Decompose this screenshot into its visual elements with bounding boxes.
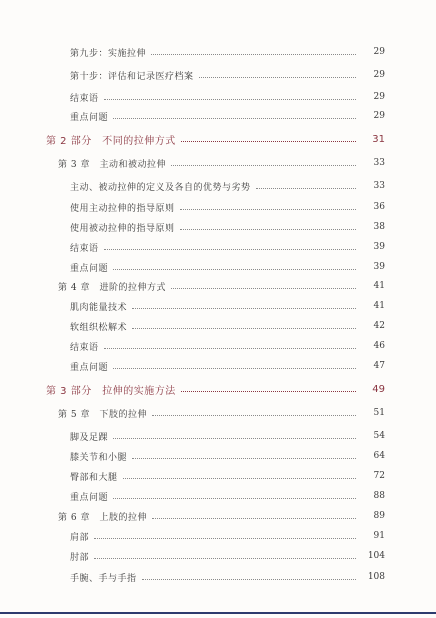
dot-leader [113,367,356,369]
toc-entry [0,278,436,294]
toc-entry-title: 手腕、手与手指 [70,573,137,584]
toc-entry-title: 第 5 章 下肢的拉伸 [58,409,147,420]
dot-leader [180,208,356,210]
toc-entry-page: 47 [373,361,385,371]
toc-entry [0,131,436,147]
toc-entry-title: 第 2 部分 不同的拉伸方式 [46,135,176,147]
toc-entry [0,548,436,564]
toc-entry [0,44,436,60]
toc-entry-page: 108 [367,572,385,582]
toc-entry-title: 肌肉能量技术 [70,302,128,313]
toc-entry-page: 72 [373,471,385,481]
toc-entry-title: 使用主动拉伸的指导原则 [70,203,175,214]
dot-leader [104,98,356,100]
toc-entry-title: 第 6 章 上肢的拉伸 [58,512,147,523]
toc-entry [0,468,436,484]
toc-entry-page: 33 [373,181,385,191]
toc-entry-page: 36 [373,202,385,212]
toc-entry [0,178,436,194]
dot-leader [113,497,356,499]
dot-leader [132,457,356,459]
toc-entry-title: 肩部 [70,532,90,543]
toc-entry-page: 49 [372,383,385,395]
toc-entry-page: 64 [373,451,385,461]
dot-leader [132,327,356,329]
toc-entry [0,318,436,334]
dot-leader [181,390,356,392]
dot-leader [199,76,356,78]
dot-leader [180,228,356,230]
toc-entry [0,155,436,171]
dot-leader [113,437,356,439]
toc-entry-page: 31 [372,133,385,145]
toc-entry [0,428,436,444]
toc-entry-page: 91 [373,531,385,541]
toc-entry-title: 第 4 章 进阶的拉伸方式 [58,282,166,293]
toc-entry-title: 重点问题 [70,362,109,373]
dot-leader [181,140,356,142]
toc-entry [0,569,436,585]
dot-leader [104,347,356,349]
toc-entry-title: 主动、被动拉伸的定义及各自的优势与劣势 [70,182,251,193]
toc-entry-page: 88 [373,491,385,501]
dot-leader [123,477,356,479]
toc-entry-title: 结束语 [70,342,99,353]
toc-entry-title: 第 3 部分 拉伸的实施方法 [46,385,176,397]
toc-entry-page: 33 [373,158,385,168]
dot-leader [142,578,356,580]
toc-entry [0,338,436,354]
bottom-rule [0,612,436,614]
toc-entry-title: 膝关节和小腿 [70,452,128,463]
toc-entry-page: 38 [373,222,385,232]
toc-entry-page: 41 [373,281,385,291]
toc-entry-title: 重点问题 [70,112,109,123]
toc-entry [0,405,436,421]
toc-entry-title: 重点问题 [70,492,109,503]
toc-entry-page: 46 [373,341,385,351]
toc-entry-title: 使用被动拉伸的指导原则 [70,223,175,234]
dot-leader [151,53,356,55]
toc-entry-title: 第九步：实施拉伸 [70,48,147,59]
dot-leader [171,287,356,289]
toc-entry [0,528,436,544]
toc-entry [0,259,436,275]
dot-leader [113,268,356,270]
toc-entry-title: 软组织松解术 [70,322,128,333]
toc-entry-page: 39 [373,262,385,272]
dot-leader [104,248,356,250]
toc-entry-title: 第 3 章 主动和被动拉伸 [58,159,166,170]
toc-entry-page: 42 [373,321,385,331]
toc-entry [0,358,436,374]
toc-entry-title: 臀部和大腿 [70,472,118,483]
dot-leader [256,187,356,189]
toc-entry-title: 脚及足踝 [70,432,109,443]
toc-entry-page: 29 [373,47,385,57]
toc-entry-page: 89 [373,511,385,521]
toc-entry-title: 第十步：评估和记录医疗档案 [70,71,194,82]
dot-leader [94,537,356,539]
toc-entry-page: 41 [373,301,385,311]
toc-entry [0,448,436,464]
dot-leader [132,307,356,309]
toc-entry-title: 结束语 [70,243,99,254]
dot-leader [152,414,356,416]
toc-entry-title: 结束语 [70,93,99,104]
toc-entry-page: 104 [367,551,385,561]
dot-leader [171,164,356,166]
toc-entry [0,381,436,397]
toc-entry [0,239,436,255]
toc-entry-page: 29 [373,92,385,102]
toc-entry-page: 39 [373,242,385,252]
toc-entry [0,298,436,314]
toc-entry-title: 肘部 [70,552,90,563]
dot-leader [94,557,356,559]
toc-entry-page: 51 [373,408,385,418]
toc-entry-page: 29 [373,111,385,121]
toc-entry [0,488,436,504]
toc-entry [0,219,436,235]
toc-entry [0,67,436,83]
dot-leader [152,517,356,519]
toc-entry [0,199,436,215]
toc-entry [0,89,436,105]
toc-entry [0,108,436,124]
toc-entry-page: 54 [373,431,385,441]
toc-entry-page: 29 [373,70,385,80]
toc-entry [0,508,436,524]
dot-leader [113,117,356,119]
toc-entry-title: 重点问题 [70,263,109,274]
